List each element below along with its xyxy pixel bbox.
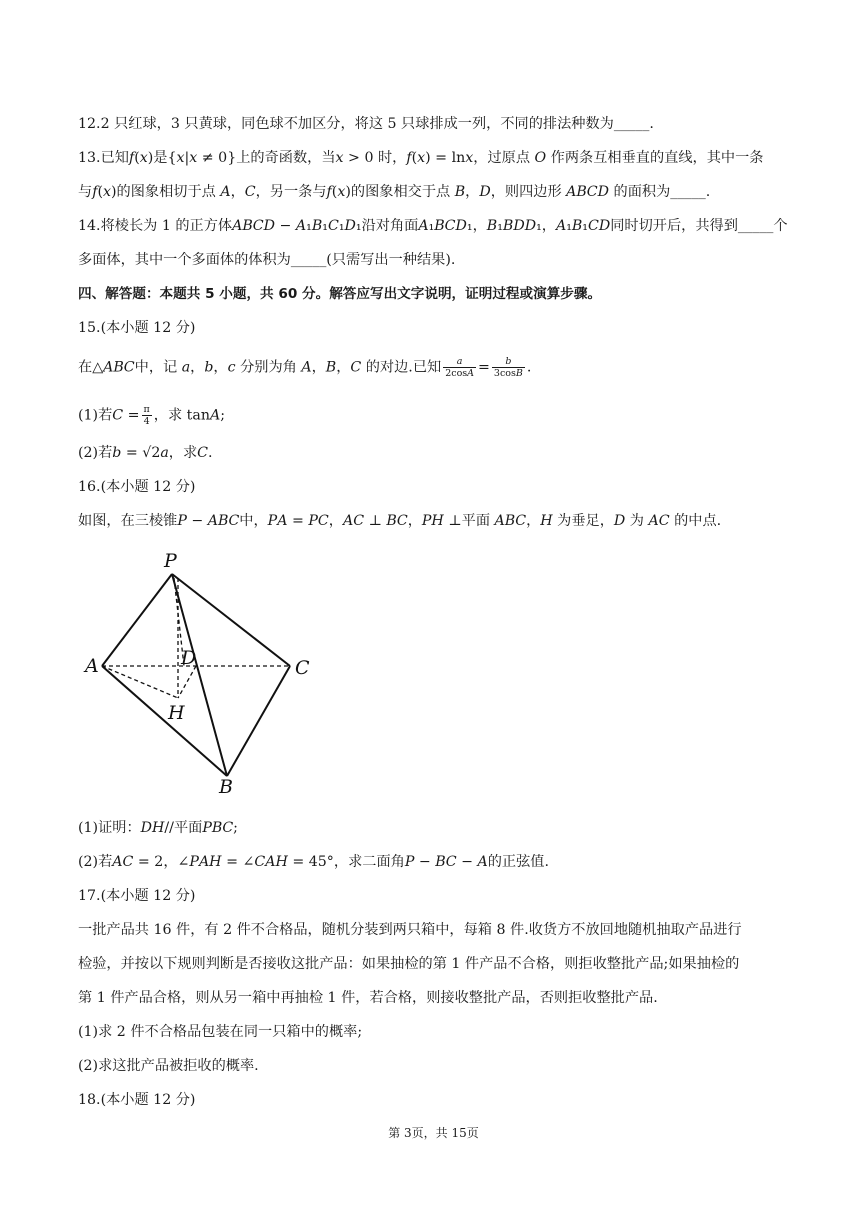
q16-part2: (2)若𝐴𝐶 = 2，∠𝑃𝐴𝐻 = ∠𝐶𝐴𝐻 = 45°，求二面角𝑃 − 𝐵𝐶 − 𝐴的正弦值. [78,854,549,870]
q16-header: 16.(本小题 12 分) [78,479,196,495]
q15-part2: (2)若𝑏 = √2𝑎，求𝐶. [78,445,213,461]
q18-header: 18.(本小题 12 分) [78,1092,196,1108]
fraction-b-over-3cosB [492,356,525,379]
q13-line-1: 13.已知𝑓(𝑥)是{𝑥|𝑥 ≠ 0}上的奇函数，当𝑥 > 0 时，𝑓(𝑥) = ln𝑥，过原点 𝑂 作两条互相垂直的直线，其中一条 [78,150,764,166]
section-heading: 四、解答题：本题共 5 小题，共 60 分。解答应写出文字说明，证明过程或演算步骤。 [78,286,602,302]
q14-line-1: 14.将棱长为 1 的正方体𝐴𝐵𝐶𝐷 − 𝐴₁𝐵₁𝐶₁𝐷₁沿对角面𝐴₁𝐵𝐶𝐷₁，𝐵₁𝐵𝐷𝐷₁，𝐴₁𝐵₁𝐶𝐷同时切开后，共得到_____个 [78,218,788,234]
label-C: C [295,657,310,679]
fraction-numerator: 𝑎 [443,356,476,368]
q12-line: 12.2 只红球，3 只黄球，同色球不加区分，将这 5 只球排成一列，不同的排法种数为_____. [78,116,654,132]
period: . [526,359,532,376]
fraction-a-over-2cosA [443,356,476,379]
label-D: D [181,647,197,669]
edge-AB [102,666,227,776]
q15-header: 15.(本小题 12 分) [78,320,196,336]
label-P: P [164,550,177,572]
q16-part1: (1)证明：𝐷𝐻//平面𝑃𝐵𝐶; [78,820,238,836]
q14-line-2: 多面体，其中一个多面体的体积为_____(只需写出一种结果). [78,252,456,268]
segment-AH-hidden [102,666,178,698]
equals-sign: = [478,359,490,376]
q17-stem-2: 检验，并按以下规则判断是否接收这批产品：如果抽检的第 1 件产品不合格，则拒收整批产品;如果抽检的 [78,956,740,972]
label-H: H [168,702,185,724]
q17-header: 17.(本小题 12 分) [78,888,196,904]
q15-part1 [78,404,225,427]
tetrahedron-figure [80,548,340,798]
fraction-numerator: 𝑏 [492,356,525,368]
q17-part2: (2)求这批产品被拒收的概率. [78,1058,259,1074]
q15-stem [78,356,531,379]
label-A: A [85,655,99,677]
q15-part1-tail: ，求 tan𝐴; [153,407,226,424]
edge-PB [172,574,227,776]
fraction-numerator: π [143,404,150,415]
q17-stem-3: 第 1 件产品合格，则从另一箱中再抽检 1 件，若合格，则接收整批产品，否则拒收整批产品. [78,990,658,1006]
edge-CB [227,666,290,776]
page-footer: 第 3页，共 15页 [388,1126,479,1140]
fraction-pi-over-4 [142,404,152,427]
q15-part1-text: (1)若𝐶 = [78,407,140,424]
q16-stem: 如图，在三棱锥𝑃 − 𝐴𝐵𝐶中，𝑃𝐴 = 𝑃𝐶，𝐴𝐶 ⊥ 𝐵𝐶，𝑃𝐻 ⊥平面 𝐴𝐵𝐶，𝐻 为垂足，𝐷 为 𝐴𝐶 的中点. [78,513,722,529]
q17-part1: (1)求 2 件不合格品包装在同一只箱中的概率; [78,1024,363,1040]
q13-line-2: 与𝑓(𝑥)的图象相切于点 𝐴，𝐶，另一条与𝑓(𝑥)的图象相交于点 𝐵，𝐷，则四边形 𝐴𝐵𝐶𝐷 的面积为_____. [78,184,711,200]
fraction-denominator: 3cos𝐵 [493,368,523,379]
label-B: B [219,776,233,798]
segment-DH-hidden [178,666,196,698]
fraction-denominator: 2cos𝐴 [445,368,475,379]
fraction-denominator: 4 [143,416,150,427]
q15-stem-text: 在△𝐴𝐵𝐶中，记 𝑎，𝑏，𝑐 分别为角 𝐴，𝐵，𝐶 的对边.已知 [78,359,442,376]
q17-stem-1: 一批产品共 16 件，有 2 件不合格品，随机分装到两只箱中，每箱 8 件.收货方不放回地随机抽取产品进行 [78,922,742,938]
edge-PA [102,574,172,666]
